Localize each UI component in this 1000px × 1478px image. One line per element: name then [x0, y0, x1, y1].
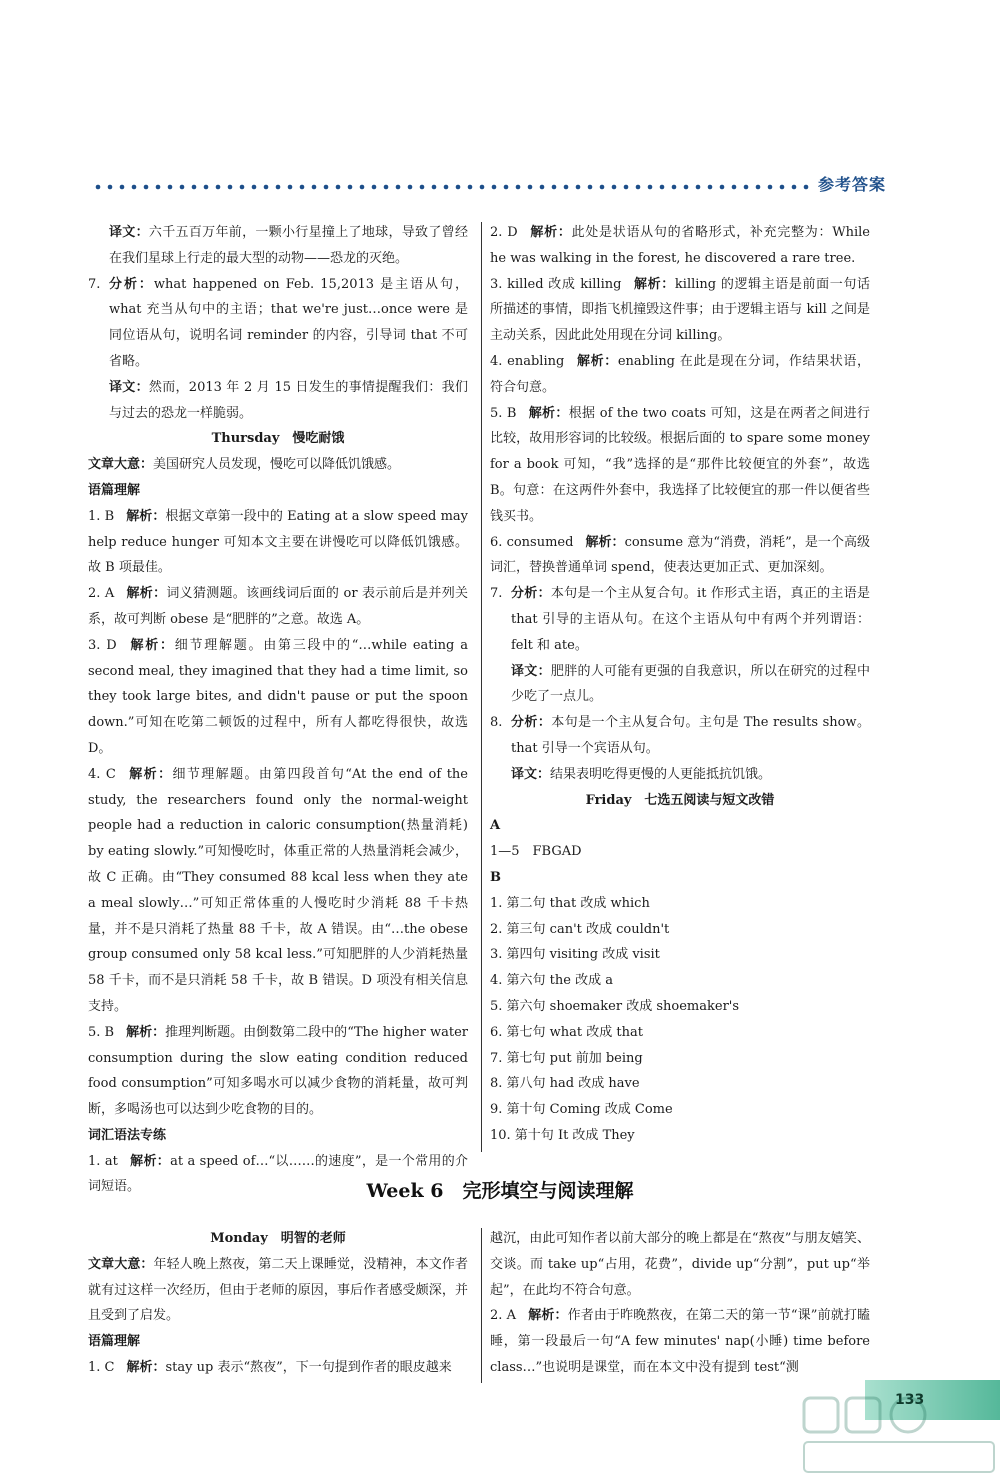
watermark-logo: [800, 1392, 1000, 1478]
answer-item: [88, 1355, 468, 1381]
answer-item: [88, 504, 468, 581]
item-text: 然而，2013 年 2 月 15 日发生的事情提醒我们：我们与过去的恐龙一样脆弱。: [109, 379, 468, 421]
item-text: 作者由于昨晚熬夜，在第二天的第一节“课”前就打瞌睡，第一段最后一句“A few minutes' nap(小睡) time before class…”也说明是课堂，而在本文中没有提到 test“测: [490, 1308, 870, 1375]
item-number: 3. D: [88, 637, 117, 653]
item-number: 1. B: [88, 508, 115, 524]
answer-item: [490, 581, 870, 658]
item-label: 解析：: [528, 405, 569, 421]
column-divider: [481, 222, 482, 1152]
item-number: 7.: [490, 586, 503, 602]
item-number: 8.: [490, 715, 503, 731]
item-text: 细节理解题。由第三段中的“…while eating a second meal, they imagined that they had a time limit, so they took large bites, and didn't pause or put the spoon down.”可知在吃第二顿饭的过程中，所有人都吃得很快，故选 D。: [88, 637, 468, 756]
paragraph: [490, 891, 870, 917]
item-text: 此处是状语从句的省略形式，补充完整为：While he was walking in the forest, he discovered a rare tree.: [490, 225, 870, 266]
right-column: [490, 220, 870, 1149]
item-text: 10. 第十句 It 改成 They: [490, 1127, 635, 1143]
item-text: 7. 第七句 put 前加 being: [490, 1050, 643, 1066]
item-text: 肥胖的人可能有更强的自我意识，所以在研究的过程中少吃了一点儿。: [511, 663, 870, 705]
answer-item: [88, 581, 468, 633]
item-text: 4. 第六句 the 改成 a: [490, 973, 613, 989]
paragraph: [490, 994, 870, 1020]
item-label: 译文：: [511, 663, 551, 679]
page-number: 133: [895, 1392, 925, 1408]
item-number: 2. D: [490, 225, 518, 240]
item-text: 3. 第四句 visiting 改成 visit: [490, 947, 660, 963]
item-text: 美国研究人员发现，慢吃可以降低饥饿感。: [153, 457, 401, 473]
paragraph: [490, 1020, 870, 1046]
answer-item: [490, 1303, 870, 1380]
subsection-heading: A: [490, 818, 501, 834]
item-number: 3. killed 改成 killing: [490, 276, 622, 292]
answer-item: [490, 349, 870, 401]
answer-item: [88, 272, 468, 375]
item-label: 解析：: [529, 225, 572, 240]
item-label: 分析：: [511, 715, 552, 731]
item-text: consume 意为“消费，消耗”，是一个高级词汇，替换普通单词 spend，使表达更加正式、更加深刻。: [490, 534, 870, 576]
item-text: 词义猜测题。该画线词后面的 or 表示前后是并列关系，故可判断 obese 是“肥胖的”之意。故选 A。: [88, 586, 468, 627]
answer-item: [88, 762, 468, 1020]
left-column-2: [88, 1226, 468, 1381]
item-number: 5. B: [88, 1024, 115, 1040]
answer-item: [88, 1020, 468, 1123]
answer-item: [88, 633, 468, 762]
right-column-2: [490, 1226, 870, 1381]
item-number: 6. consumed: [490, 534, 574, 550]
item-label: 文章大意：: [88, 457, 154, 473]
paragraph: [490, 968, 870, 994]
paragraph: [490, 1046, 870, 1072]
item-text: 六千五百万年前，一颗小行星撞上了地球，导致了曾经在我们星球上行走的最大型的动物——恐龙的灭绝。: [109, 225, 468, 266]
item-label: 译文：: [109, 225, 149, 240]
answer-item: [490, 220, 870, 272]
item-text: 5. 第六句 shoemaker 改成 shoemaker's: [490, 998, 740, 1014]
item-label: 分析：: [511, 586, 551, 602]
item-text: 根据 of the two coats 可知，这是在两者之间进行比较，故用形容词的比较级。根据后面的 to spare some money for a book 可知，“我”选择的是“那件比较便宜的外套”，故选 B。句意：在这两件外套中，我选择了比较便宜的那一件以便省些钱买书。: [490, 405, 870, 524]
item-text: what happened on Feb. 15,2013 是主语从句，what 充当从句中的主语；that we're just…once were 是同位语从句，说明名词 reminder 的内容，引导词 that 不可省略。: [109, 276, 468, 369]
item-text: 9. 第十句 Coming 改成 Come: [490, 1102, 673, 1118]
paragraph: [88, 220, 468, 272]
item-text: 1. 第二句 that 改成 which: [490, 895, 650, 911]
item-text: 本句是一个主从复合句。it 作形式主语，真正的主语是 that 引导的主语从句。在这个主语从句中有两个并列谓语：felt 和 ate。: [511, 586, 870, 653]
paragraph: [490, 659, 870, 711]
item-label: 解析：: [528, 1308, 568, 1324]
item-text: 细节理解题。由第四段首句“At the end of the study, the researchers found only the normal-weight people had a reduction in caloric consumption(热量消耗) by eating slowly.”可知慢吃时，体重正常的人热量消耗会减少，故 C 正确。由“They consumed 88 kcal less when they ate a meal slowly…”可知正常体重的人慢吃时少消耗 88 千卡热量，并不是只消耗了热量 88 千卡，故 A 错误。由“…the obese group consumed only 58 kcal less.”可知肥胖的人少消耗热量 58 千卡，而不是只消耗 58 千卡，故 B 错误。D 项没有相关信息支持。: [88, 766, 468, 1014]
item-text: stay up 表示“熬夜”，下一句提到作者的眼皮越来: [165, 1359, 452, 1375]
item-label: 解析：: [129, 1153, 171, 1169]
left-column: [88, 220, 468, 1200]
paragraph: [490, 839, 870, 865]
item-text: 越沉，由此可知作者以前大部分的晚上都是在“熬夜”与朋友嬉笑、交谈。而 take up“占用，花费”，divide up“分割”，put up“举起”，在此均不符合句意。: [490, 1231, 870, 1298]
item-label: 解析：: [585, 534, 625, 550]
answer-item: [490, 401, 870, 530]
item-number: 1. at: [88, 1153, 118, 1169]
item-text: 8. 第八句 had 改成 have: [490, 1076, 640, 1092]
paragraph: [490, 1226, 870, 1303]
answer-item: [490, 710, 870, 762]
item-text: at a speed of…“以……的速度”，是一个常用的介词短语。: [88, 1153, 468, 1195]
item-label: 译文：: [511, 766, 551, 782]
subsection-heading: B: [490, 869, 501, 885]
answer-item: [490, 530, 870, 582]
item-number: 4. enabling: [490, 353, 565, 369]
item-text: 1—5 FBGAD: [490, 844, 582, 860]
item-text: enabling 在此是现在分词，作结果状语，符合句意。: [490, 353, 870, 395]
item-label: 解析：: [576, 353, 618, 369]
item-number: 1. C: [88, 1359, 115, 1375]
paragraph: [490, 762, 870, 788]
subsection-heading: 语篇理解: [88, 482, 141, 498]
header-title: 参考答案: [818, 175, 887, 194]
item-number: 2. A: [490, 1308, 517, 1324]
item-label: 解析：: [126, 1359, 166, 1375]
item-label: 解析：: [633, 276, 675, 292]
answer-item: [490, 272, 870, 349]
item-number: 2. A: [88, 586, 115, 602]
item-label: 解析：: [128, 637, 175, 653]
item-text: 结果表明吃得更慢的人更能抵抗饥饿。: [550, 766, 772, 782]
paragraph: [490, 1123, 870, 1149]
paragraph: [88, 452, 468, 478]
item-text: 本句是一个主从复合句。主句是 The results show。that 引导一个宾语从句。: [511, 715, 870, 756]
item-label: 解析：: [126, 586, 167, 602]
subsection-heading: 词汇语法专练: [88, 1127, 167, 1143]
item-number: 5. B: [490, 405, 517, 421]
item-number: 4. C: [88, 766, 116, 782]
paragraph: [490, 942, 870, 968]
item-label: 分析：: [109, 276, 154, 292]
subsection-heading: 语篇理解: [88, 1334, 141, 1350]
item-text: 6. 第七句 what 改成 that: [490, 1024, 643, 1040]
section-heading: Friday 七选五阅读与短文改错: [585, 792, 775, 808]
item-text: 2. 第三句 can't 改成 couldn't: [490, 921, 670, 937]
item-label: 译文：: [109, 379, 149, 395]
item-label: 解析：: [126, 508, 166, 524]
paragraph: [490, 1097, 870, 1123]
paragraph: [490, 917, 870, 943]
item-text: killing 的逻辑主语是前面一句话所描述的事情，即指飞机撞毁这件事；由于逻辑主语与 kill 之间是主动关系，因此此处用现在分词 killing。: [490, 276, 870, 344]
section-heading: Thursday 慢吃耐饿: [211, 431, 345, 447]
header-dotted-rule: [92, 184, 810, 190]
week-title: Week 6 完形填空与阅读理解: [366, 1180, 634, 1202]
item-text: 推理判断题。由倒数第二段中的“The higher water consumption during the slow eating condition reduced food consumption”可知多喝水可以减少食物的消耗量，故可判断，多喝汤也可以达到少吃食物的目的。: [88, 1024, 468, 1118]
item-text: 年轻人晚上熬夜，第二天上课睡觉，没精神，本文作者就有过这样一次经历，但由于老师的原因，事后作者感受颇深，并且受到了启发。: [88, 1256, 468, 1324]
item-label: 解析：: [127, 766, 173, 782]
item-text: 根据文章第一段中的 Eating at a slow speed may help reduce hunger 可知本文主要在讲慢吃可以降低饥饿感。故 B 项最佳。: [88, 508, 468, 576]
column-divider-2: [481, 1228, 482, 1383]
item-label: 文章大意：: [88, 1256, 154, 1272]
item-label: 解析：: [126, 1024, 166, 1040]
item-number: 7.: [88, 276, 101, 292]
paragraph: [88, 375, 468, 427]
paragraph: [88, 1252, 468, 1329]
section-heading: Monday 明智的老师: [210, 1231, 346, 1246]
paragraph: [490, 1071, 870, 1097]
